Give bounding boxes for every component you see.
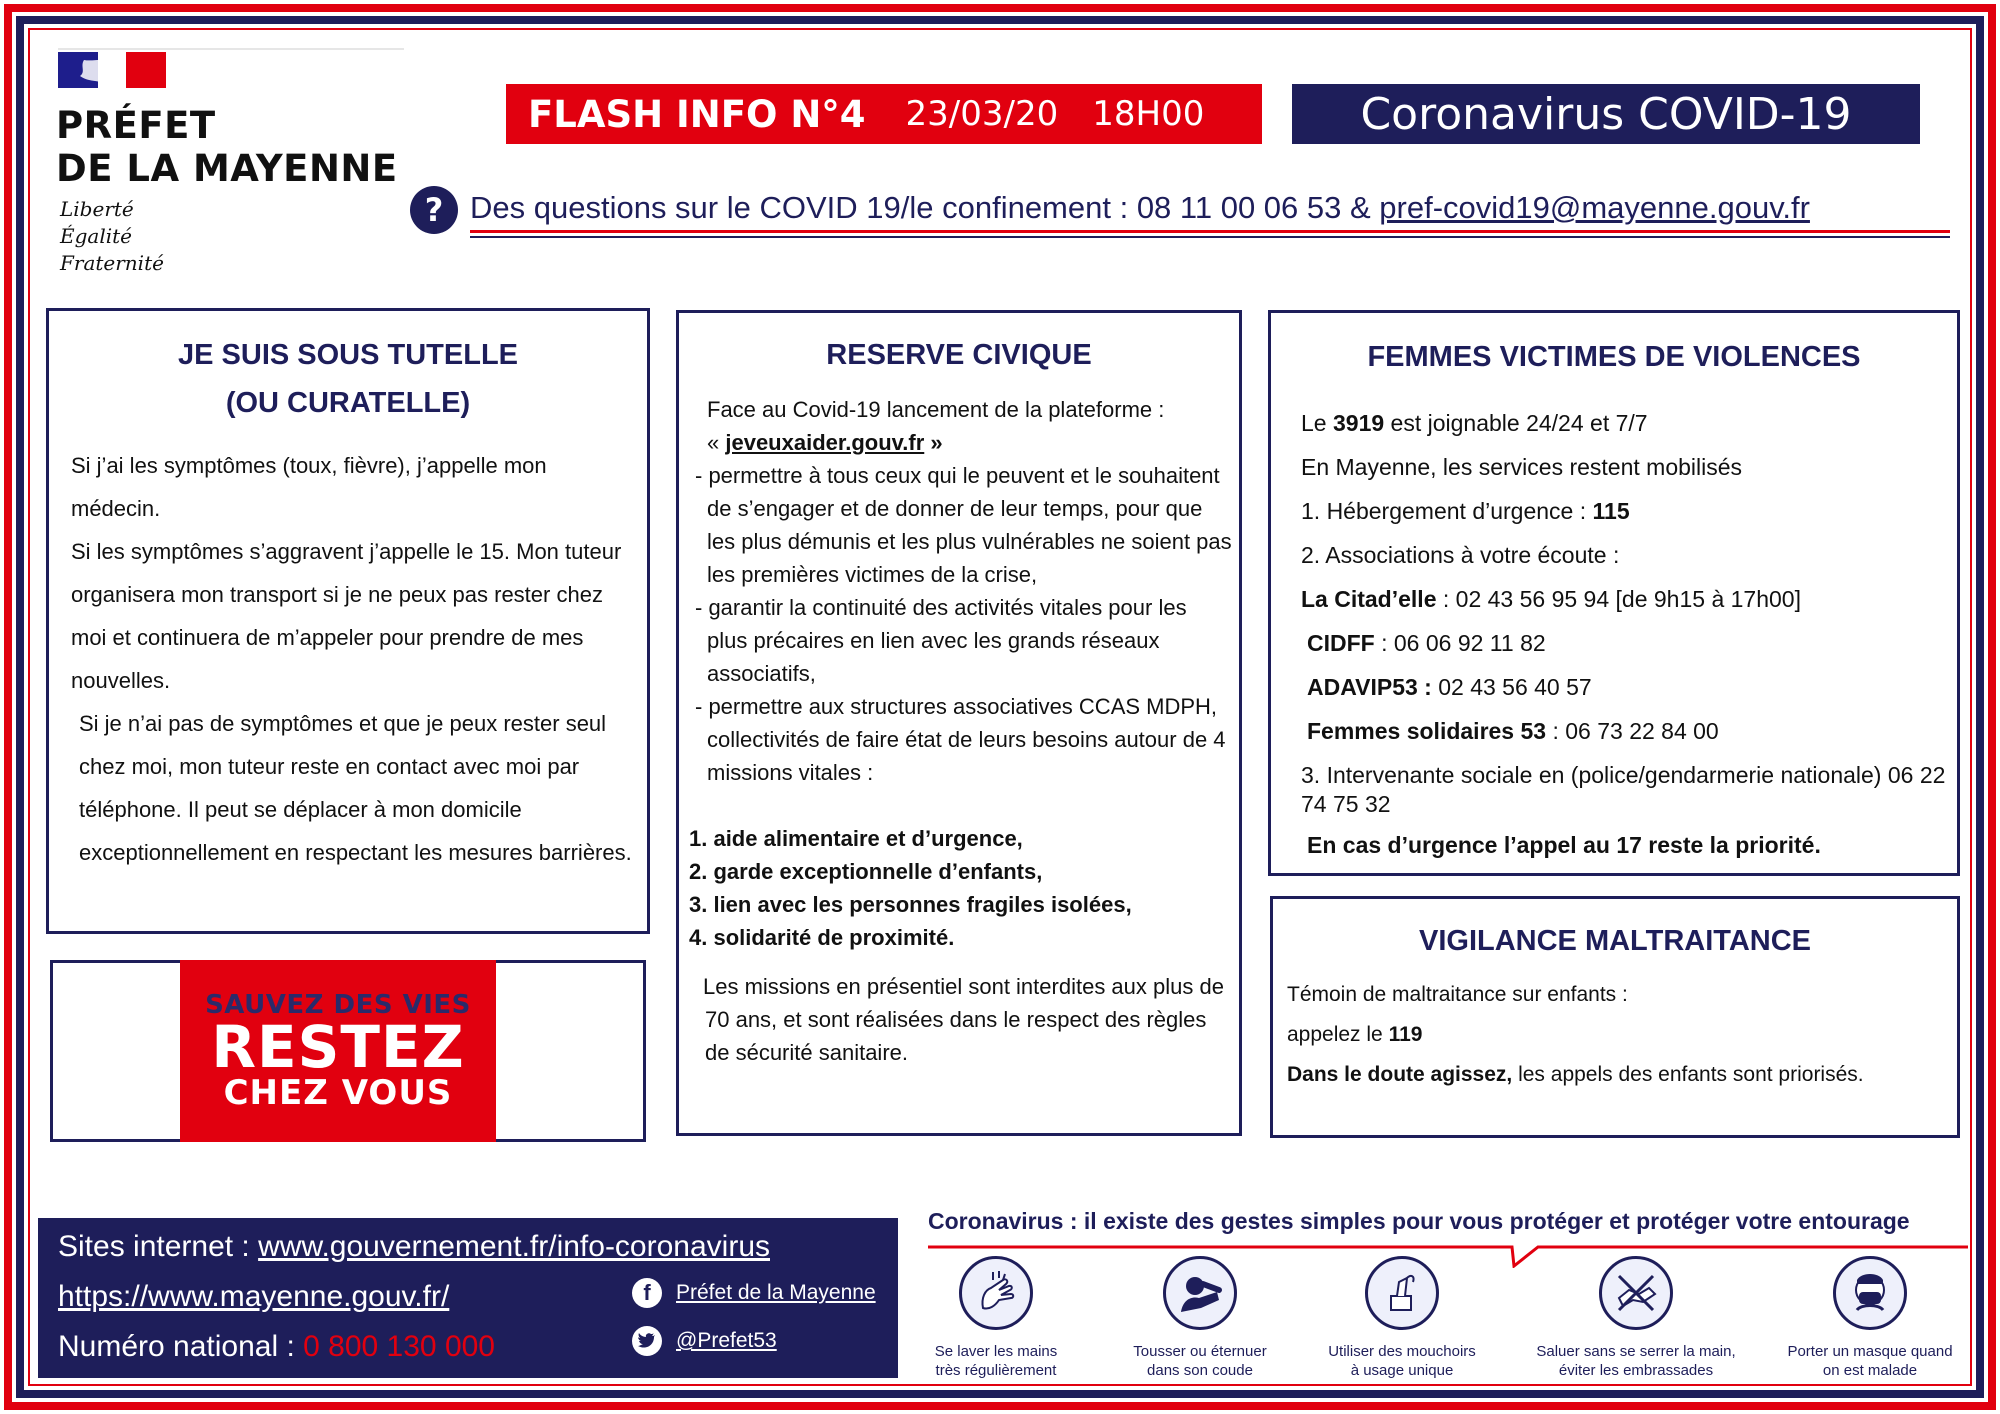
- flash-date: 23/03/20: [905, 94, 1059, 134]
- motto-fraternite: Fraternité: [60, 251, 164, 275]
- facebook-label: Préfet de la Mayenne: [676, 1281, 876, 1304]
- femmes-l1a: Le: [1301, 410, 1333, 436]
- vigilance-119: 119: [1388, 1023, 1423, 1046]
- geste-tissue: [1302, 1256, 1502, 1380]
- femmes-cidff-phone: : 06 06 92 11 82: [1374, 630, 1546, 656]
- reserve-mission-1: 1. aide alimentaire et d’urgence,: [689, 826, 1023, 851]
- tutelle-body: [71, 444, 636, 874]
- flash-time: 18H00: [1092, 94, 1205, 134]
- reserve-link-line: [693, 426, 1233, 459]
- femmes-title: FEMMES VICTIMES DE VIOLENCES: [1367, 341, 1861, 373]
- reserve-bullet-3: - permettre aux structures associatives CCAS MDPH, collectivités de faire état de leurs besoins autour de 4 missions vitales :: [695, 694, 1226, 785]
- footer-numero-label: Numéro national :: [58, 1330, 304, 1363]
- footer-sites-label: Sites internet :: [58, 1230, 259, 1263]
- question-icon: ?: [410, 186, 458, 234]
- femmes-adavip: ADAVIP53 :: [1307, 674, 1432, 700]
- geste-2-label-1: Tousser ou éternuer: [1133, 1343, 1267, 1360]
- geste-elbow-cough: [1100, 1256, 1300, 1380]
- marianne-flag-icon: [58, 52, 166, 88]
- femmes-line-urgence: En cas d’urgence l’appel au 17 reste la priorité.: [1307, 832, 1821, 858]
- hand-washing-icon: [959, 1256, 1033, 1330]
- femmes-line-associations: 2. Associations à votre écoute :: [1301, 542, 1620, 568]
- geste-4-label-2: éviter les embrassades: [1558, 1362, 1714, 1379]
- femmes-line-cidff: [1301, 621, 1951, 665]
- femmes-panel: [1268, 310, 1960, 876]
- vigilance-l2a: appelez le: [1287, 1023, 1389, 1046]
- restez-chez-vous-badge: [180, 960, 496, 1142]
- geste-1-label-2: très régulièrement: [935, 1362, 1057, 1379]
- tissue-icon: [1365, 1256, 1439, 1330]
- femmes-citadelle: La Citad’elle: [1301, 586, 1437, 612]
- tutelle-panel: [46, 308, 650, 934]
- femmes-line-citadelle: [1301, 577, 1951, 621]
- reserve-link-close: »: [924, 430, 943, 455]
- reserve-panel: [676, 310, 1242, 1136]
- jeveuxaider-link[interactable]: jeveuxaider.gouv.fr: [725, 430, 925, 455]
- tutelle-p3: Si je n’ai pas de symptômes et que je peux rester seul chez moi, mon tuteur reste en contact avec moi par téléphone. Il peut se déplacer à mon domicile exceptionnellement en respectant les mesures barrières.: [79, 711, 632, 865]
- geste-3-label-2: à usage unique: [1350, 1362, 1454, 1379]
- motto: [60, 196, 164, 277]
- footer-numero-line: [58, 1330, 495, 1364]
- femmes-line-mobilises: En Mayenne, les services restent mobilisés: [1301, 454, 1743, 480]
- elbow-cough-icon: [1163, 1256, 1237, 1330]
- flash-info-banner: [506, 84, 1262, 144]
- logo-rule: [58, 48, 404, 50]
- femmes-l1c: est joignable 24/24 et 7/7: [1384, 410, 1648, 436]
- geste-no-handshake: [1536, 1256, 1736, 1380]
- reserve-intro: Face au Covid-19 lancement de la plateforme :: [707, 397, 1165, 422]
- restez-line1: SAUVEZ DES VIES: [205, 990, 471, 1020]
- femmes-solidaires: Femmes solidaires 53: [1307, 718, 1547, 744]
- twitter-icon: [632, 1326, 662, 1356]
- geste-1-label-1: Se laver les mains: [934, 1343, 1058, 1360]
- femmes-3919: 3919: [1332, 410, 1385, 436]
- femmes-l3a: 1. Hébergement d’urgence :: [1301, 498, 1593, 524]
- restez-line3: CHEZ VOUS: [223, 1073, 453, 1113]
- vigilance-body: [1287, 975, 1947, 1095]
- tutelle-title-2: (OU CURATELLE): [225, 387, 471, 419]
- geste-face-mask: [1770, 1256, 1970, 1380]
- vigilance-line-2: [1287, 1015, 1947, 1055]
- questions-underline-blue: [470, 236, 1950, 238]
- femmes-body: [1301, 401, 1951, 867]
- facebook-link[interactable]: [632, 1278, 876, 1308]
- twitter-link[interactable]: [632, 1326, 777, 1356]
- face-mask-icon: [1833, 1256, 1907, 1330]
- no-handshake-icon: [1599, 1256, 1673, 1330]
- femmes-115: 115: [1592, 498, 1630, 524]
- geste-5-label-1: Porter un masque quand: [1787, 1343, 1953, 1360]
- geste-3-label-1: Utiliser des mouchoirs: [1328, 1343, 1476, 1360]
- reserve-mission-4: 4. solidarité de proximité.: [689, 925, 955, 950]
- facebook-icon: f: [632, 1278, 662, 1308]
- femmes-cidff: CIDFF: [1307, 630, 1375, 656]
- questions-email-link[interactable]: pref-covid19@mayenne.gouv.fr: [1379, 190, 1810, 225]
- footer-sites-line: [58, 1230, 770, 1264]
- restez-line2: RESTEZ: [211, 1013, 465, 1081]
- femmes-citadelle-phone: : 02 43 56 95 94 [de 9h15 à 17h00]: [1436, 586, 1801, 612]
- reserve-mission-3: 3. lien avec les personnes fragiles isolées,: [689, 892, 1132, 917]
- femmes-line-intervenante: 3. Intervenante sociale en (police/gendarmerie nationale) 06 22 74 75 32: [1301, 762, 1946, 817]
- reserve-bullet-2: - garantir la continuité des activités vitales pour les plus précaires en lien avec les grands réseaux associatifs,: [695, 595, 1187, 686]
- reserve-link-open: «: [707, 430, 726, 455]
- reserve-body: [689, 393, 1233, 1069]
- femmes-line-hebergement: [1301, 489, 1951, 533]
- prefet-title-line2: DE LA MAYENNE: [56, 147, 398, 190]
- femmes-line-3919: [1301, 401, 1951, 445]
- prefet-title: [56, 104, 398, 190]
- vigilance-line-3: [1287, 1055, 1947, 1095]
- femmes-line-solidaires: [1301, 709, 1951, 753]
- geste-2-label-2: dans son coude: [1147, 1362, 1253, 1379]
- covid-banner: Coronavirus COVID-19: [1292, 84, 1920, 144]
- vigilance-title: VIGILANCE MALTRAITANCE: [1418, 925, 1811, 957]
- vigilance-panel: [1270, 896, 1960, 1138]
- twitter-label: @Prefet53: [676, 1329, 777, 1352]
- prefet-title-line1: PRÉFET: [56, 104, 216, 147]
- reserve-outro: Les missions en présentiel sont interdites aux plus de 70 ans, et sont réalisées dans le respect des règles de sécurité sanitaire.: [703, 974, 1224, 1065]
- gouvernement-link[interactable]: www.gouvernement.fr/info-coronavirus: [258, 1230, 770, 1263]
- questions-line: [470, 190, 1810, 226]
- tutelle-p1: Si j’ai les symptômes (toux, fièvre), j’appelle mon médecin.: [71, 453, 547, 521]
- footer-info-box: [38, 1218, 898, 1378]
- reserve-bullet-1: - permettre à tous ceux qui le peuvent et le souhaitent de s’engager et de donner de leur temps, pour que les plus démunis et les plus vulnérables ne soient pas les premières victimes de la crise,: [695, 463, 1232, 587]
- femmes-solidaires-phone: : 06 73 22 84 00: [1546, 718, 1719, 744]
- gestes-title: Coronavirus : il existe des gestes simples pour vous protéger et protéger votre entourage: [928, 1208, 1910, 1234]
- femmes-line-adavip: [1301, 665, 1951, 709]
- vigilance-l3b: les appels des enfants sont priorisés.: [1512, 1063, 1864, 1086]
- geste-4-label-1: Saluer sans se serrer la main,: [1536, 1343, 1736, 1360]
- tutelle-title-1: JE SUIS SOUS TUTELLE: [178, 339, 518, 371]
- vigilance-l3a: Dans le doute agissez,: [1287, 1063, 1513, 1086]
- geste-5-label-2: on est malade: [1822, 1362, 1918, 1379]
- vigilance-line-1: Témoin de maltraitance sur enfants :: [1287, 983, 1628, 1006]
- motto-egalite: Égalité: [60, 224, 132, 248]
- tutelle-p2: Si les symptômes s’aggravent j’appelle le 15. Mon tuteur organisera mon transport si je ne peux pas rester chez moi et continuera de m’appeler pour prendre de mes nouvelles.: [71, 539, 622, 693]
- questions-underline-red: [470, 230, 1950, 233]
- flash-info-label: FLASH INFO N°4: [528, 92, 866, 136]
- geste-hand-washing: [896, 1256, 1096, 1380]
- footer-numero: 0 800 130 000: [303, 1330, 495, 1363]
- reserve-title: RESERVE CIVIQUE: [826, 339, 1092, 371]
- reserve-mission-2: 2. garde exceptionnelle d’enfants,: [689, 859, 1043, 884]
- motto-liberte: Liberté: [60, 197, 134, 221]
- questions-text: Des questions sur le COVID 19/le confinement : 08 11 00 06 53 &: [470, 190, 1380, 225]
- femmes-adavip-phone: 02 43 56 40 57: [1431, 674, 1592, 700]
- mayenne-link[interactable]: https://www.mayenne.gouv.fr/: [58, 1280, 450, 1313]
